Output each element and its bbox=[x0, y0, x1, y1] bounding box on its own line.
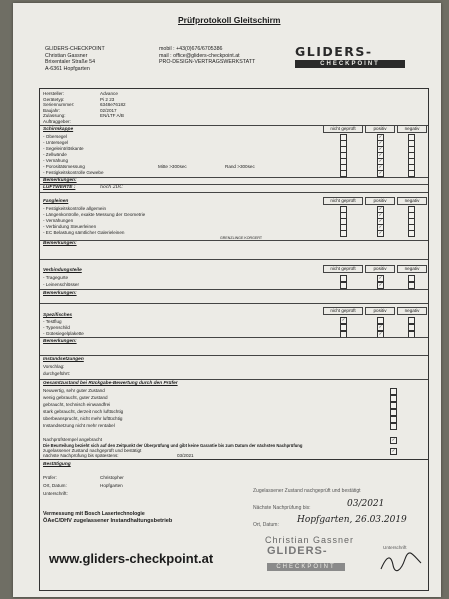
fangleinen-bemerkungen: Bemerkungen: bbox=[43, 241, 77, 246]
item-porositaetsmessung: - Porositätsmessung bbox=[43, 164, 85, 169]
protocol-form bbox=[39, 88, 429, 460]
checkbox-gewebe-pos[interactable]: ✓ bbox=[378, 170, 383, 175]
ort-datum-value: Hopfgarten bbox=[100, 483, 123, 488]
divider bbox=[40, 177, 428, 178]
checkbox-neuwertig[interactable] bbox=[390, 388, 397, 395]
checkbox-schloesser-neg[interactable] bbox=[408, 282, 415, 289]
checkbox-nachpruefstempel[interactable]: ✓ bbox=[391, 437, 396, 442]
col-positiv: positiv bbox=[365, 265, 395, 273]
gliders-checkpoint-logo bbox=[295, 44, 405, 74]
vermessung-text: Vermessung mit Bosch Lasertechnologie bbox=[43, 511, 145, 517]
section-gesamtzustand: Gesamtzustand bei Rückgabe-Bewertung durch den Prüfer bbox=[43, 381, 178, 386]
website-link[interactable]: www.gliders-checkpoint.at bbox=[49, 551, 214, 566]
section-fangleinen: Fangleinen bbox=[43, 199, 69, 204]
stamp-naechste-value: 03/2021 bbox=[347, 499, 385, 509]
checkbox-obersegel-pos[interactable]: ✓ bbox=[378, 134, 383, 139]
checkbox-schloesser-pos[interactable]: ✓ bbox=[378, 282, 383, 287]
zustand-gebraucht: gebraucht, technisch einwandfrei bbox=[43, 402, 111, 407]
section-spezifisches: Spezifisches bbox=[43, 313, 73, 318]
stamp-logo-top: GLIDERS- bbox=[267, 545, 328, 557]
company-person: Christian Gassner bbox=[45, 52, 88, 59]
checkbox-galerie-ng[interactable] bbox=[340, 230, 347, 237]
checkbox-steuer-pos[interactable]: ✓ bbox=[378, 224, 383, 229]
item-testflug: - Testflug bbox=[43, 319, 62, 324]
section-verbindungsteile: Verbindungsteile bbox=[43, 268, 82, 273]
disclaimer-text: Die Beurteilung bezieht sich auf den Zeitpunkt der Überprüfung und gibt keine Garantie bis zum Datum der nächsten Nachprüfung bbox=[43, 443, 303, 448]
checkbox-galerie-neg[interactable] bbox=[408, 230, 415, 237]
item-laengenkontrolle: - Längenkontrolle, exakte Messung der Geometrie bbox=[43, 212, 146, 217]
checkbox-tragegurte-ng[interactable] bbox=[340, 275, 347, 282]
item-typenschild: - Typenschild bbox=[43, 325, 70, 330]
checkbox-gewebe-ng[interactable] bbox=[340, 170, 347, 177]
porositaet-rand: Rand >300sec bbox=[225, 164, 255, 169]
checkbox-wenig-gebraucht[interactable] bbox=[390, 395, 397, 402]
col-nicht-geprueft: nicht geprüft bbox=[323, 307, 363, 315]
info-value-geraetetyp: Pi 2 23 bbox=[100, 96, 115, 102]
info-label-auftraggeber: Auftraggeber: bbox=[43, 118, 71, 124]
checkbox-nicht-rentabel[interactable] bbox=[390, 423, 397, 430]
section-bestaetigung: Bestätigung bbox=[43, 462, 71, 467]
item-galerieleinen: - EC Belastung sämtlicher Galerieleinen bbox=[43, 230, 125, 235]
checkbox-typenschild-ng[interactable] bbox=[340, 324, 347, 331]
luftwerte-label: LUFTWERTE : bbox=[43, 185, 76, 190]
fangleinen-note: GRENZLINGE KORGERT bbox=[220, 236, 263, 240]
checkbox-testflug-pos[interactable] bbox=[377, 317, 384, 324]
info-value-baujahr: 02/2017 bbox=[100, 107, 117, 113]
divider bbox=[40, 259, 428, 260]
company-street: Brixentaler Straße 54 bbox=[45, 59, 96, 66]
info-value-zulassung: EN/LTF A/B bbox=[100, 113, 124, 118]
protocol-sheet bbox=[13, 3, 441, 597]
info-value-hersteller: Advance bbox=[100, 91, 118, 96]
signature-icon bbox=[379, 551, 423, 573]
stamp-name: Christian Gassner bbox=[265, 535, 355, 545]
stamp-line-1: Zugelassener Zustand nachgeprüft und bestätigt bbox=[253, 488, 361, 494]
item-obersegel: - Obersegel bbox=[43, 134, 68, 139]
instandsetzung-durchgefuehrt: durchgeführt: bbox=[43, 371, 71, 376]
checkbox-gewebe-neg[interactable] bbox=[408, 170, 415, 177]
divider bbox=[40, 289, 428, 290]
checkbox-testflug-ng[interactable]: ✓ bbox=[341, 317, 346, 322]
spezifisches-bemerkungen: Bemerkungen: bbox=[43, 339, 77, 344]
checkbox-galerie-pos[interactable]: ✓ bbox=[378, 230, 383, 235]
col-nicht-geprueft: nicht geprüft bbox=[323, 125, 363, 133]
stamp-naechste-label: Nächste Nachprüfung bis: bbox=[253, 505, 311, 511]
col-negativ: negativ bbox=[397, 125, 427, 133]
pruefer-label: Prüfer: bbox=[43, 475, 57, 480]
section-instandsetzungen: Instandsetzungen bbox=[43, 357, 84, 362]
item-festigkeitskontrolle-gewebe: - Festigkeitskontrolle Gewebe bbox=[43, 170, 104, 175]
checkbox-tragegurte-pos[interactable]: ✓ bbox=[378, 275, 383, 280]
workshop-label: PRO-DESIGN-VERTRAGSWERKSTATT bbox=[159, 59, 256, 66]
company-address bbox=[45, 46, 105, 72]
aec-text: ÖAeC/DHV zugelassener Instandhaltungsbetrieb bbox=[43, 518, 173, 524]
checkbox-lufttuechtig[interactable]: ✓ bbox=[391, 448, 396, 453]
checkbox-guetesiegel-pos[interactable]: ✓ bbox=[378, 331, 383, 336]
col-negativ: negativ bbox=[397, 307, 427, 315]
zustand-ueberbeansprucht: überbeansprucht, nicht mehr lufttüchtig bbox=[43, 416, 123, 421]
info-label-baujahr: Baujahr: bbox=[43, 107, 61, 113]
checkbox-naht-pos[interactable]: ✓ bbox=[378, 218, 383, 223]
checkbox-gebraucht[interactable] bbox=[390, 402, 397, 409]
zustand-nicht-rentabel: Instandsetzung nicht mehr rentabel bbox=[43, 423, 115, 428]
divider bbox=[40, 337, 428, 338]
checkbox-typenschild-pos[interactable]: ✓ bbox=[378, 324, 383, 329]
checkbox-untersegel-pos[interactable]: ✓ bbox=[378, 140, 383, 145]
verbindung-bemerkungen: Bemerkungen: bbox=[43, 291, 77, 296]
col-positiv: positiv bbox=[365, 307, 395, 315]
unterschrift-label: Unterschrift: bbox=[43, 491, 68, 496]
checkbox-fest-pos[interactable]: ✓ bbox=[378, 206, 383, 211]
checkbox-vernaehung-pos[interactable]: ✓ bbox=[378, 158, 383, 163]
checkbox-laenge-pos[interactable]: ✓ bbox=[378, 212, 383, 217]
zustand-neuwertig: Neuwertig, sehr guter Zustand bbox=[43, 388, 105, 393]
item-vernaehungen: - Vernähungen bbox=[43, 218, 74, 223]
naechste-pruefung-value: 03/2021 bbox=[177, 453, 194, 458]
checkbox-eintrittskante-pos[interactable]: ✓ bbox=[378, 146, 383, 151]
col-positiv: positiv bbox=[365, 125, 395, 133]
col-nicht-geprueft: nicht geprüft bbox=[323, 197, 363, 205]
checkbox-zellwaende-pos[interactable]: ✓ bbox=[378, 152, 383, 157]
item-zellwaende: - Zellwände bbox=[43, 152, 67, 157]
lufttuechtig-label: zugelassener Zustand nachgeprüft und bestätigt bbox=[43, 448, 142, 453]
zustand-wenig-gebraucht: wenig gebraucht, guter Zustand bbox=[43, 395, 108, 400]
info-value-seriennummer: 6348e76182 bbox=[100, 102, 126, 107]
divider bbox=[40, 303, 428, 304]
ort-datum-label: Ort, Datum: bbox=[43, 483, 67, 488]
logo-bottom-text: CHECKPOINT bbox=[295, 60, 405, 68]
stamp-unterschrift-label: Unterschrift bbox=[383, 545, 407, 550]
col-positiv: positiv bbox=[365, 197, 395, 205]
item-vernaehung: - Vernähung bbox=[43, 158, 69, 163]
section-schirmkappe: Schirmkappe bbox=[43, 127, 74, 132]
item-guetesiegel: - Gütesiegelplakette bbox=[43, 331, 84, 336]
nachpruefstempel-label: Nachprüfstempel angebracht bbox=[43, 437, 102, 442]
info-label-hersteller: Hersteller: bbox=[43, 91, 64, 96]
checkbox-tragegurte-neg[interactable] bbox=[408, 275, 415, 282]
schirmkappe-bemerkungen: Bemerkungen: bbox=[43, 178, 77, 183]
stamp-ort-value: Hopfgarten, 26.03.2019 bbox=[297, 515, 407, 525]
info-label-geraetetyp: Gerätetyp: bbox=[43, 96, 65, 102]
company-contact bbox=[159, 46, 255, 66]
divider bbox=[40, 355, 428, 356]
divider bbox=[40, 184, 428, 185]
item-leinenschloesser: - Leinenschlösser bbox=[43, 282, 80, 287]
pruefer-value: Christopher bbox=[100, 475, 124, 480]
item-tragegurte: - Tragegurte bbox=[43, 275, 69, 280]
naechste-pruefung-label: nächste Nachprüfung bis spätestens: bbox=[43, 453, 119, 458]
checkbox-porositaet-pos[interactable]: ✓ bbox=[378, 164, 383, 169]
porositaet-mitte: Mitte >300sec bbox=[158, 164, 187, 169]
zustand-stark-gebraucht: stark gebraucht, derzeit noch lufttüchtig bbox=[43, 409, 124, 414]
pruefer-stamp bbox=[251, 483, 427, 587]
document-title: Prüfprotokoll Gleitschirm bbox=[178, 15, 281, 25]
divider bbox=[40, 192, 428, 193]
stamp-logo-bottom: CHECKPOINT bbox=[267, 563, 345, 571]
company-city: A-6361 Hopfgarten bbox=[45, 65, 90, 72]
contact-mobile: mobil : +43(0)676/6705386 bbox=[159, 46, 223, 52]
checkbox-typenschild-neg[interactable] bbox=[408, 324, 415, 331]
checkbox-stark-gebraucht[interactable] bbox=[390, 409, 397, 416]
divider bbox=[40, 240, 428, 241]
contact-mail: mail : office@gliders-checkpoint.at bbox=[159, 52, 240, 59]
item-steuerleinen: - Verbindung Steuerleinen bbox=[43, 224, 97, 229]
info-label-zulassung: Zulassung: bbox=[43, 113, 66, 118]
company-name: GLIDERS-CHECKPOINT bbox=[45, 46, 105, 52]
logo-top-text: GLIDERS- bbox=[295, 44, 373, 59]
divider bbox=[40, 379, 428, 380]
col-nicht-geprueft: nicht geprüft bbox=[323, 265, 363, 273]
item-segeleintrittskante: - Segeleintrittskante bbox=[43, 146, 84, 151]
col-negativ: negativ bbox=[397, 265, 427, 273]
checkbox-testflug-neg[interactable] bbox=[408, 317, 415, 324]
item-festigkeitskontrolle: - Festigkeitskontrolle allgemein bbox=[43, 206, 107, 211]
luftwerte-value: noch 2DC bbox=[100, 185, 123, 190]
checkbox-ueberbeansprucht[interactable] bbox=[390, 416, 397, 423]
item-untersegel: - Untersegel bbox=[43, 140, 69, 145]
col-negativ: negativ bbox=[397, 197, 427, 205]
instandsetzung-vorschlag: Vorschlag: bbox=[43, 364, 65, 369]
stamp-ort-label: Ort, Datum: bbox=[253, 522, 279, 528]
checkbox-schloesser-ng[interactable] bbox=[340, 282, 347, 289]
info-label-seriennummer: Seriennummer: bbox=[43, 102, 75, 107]
